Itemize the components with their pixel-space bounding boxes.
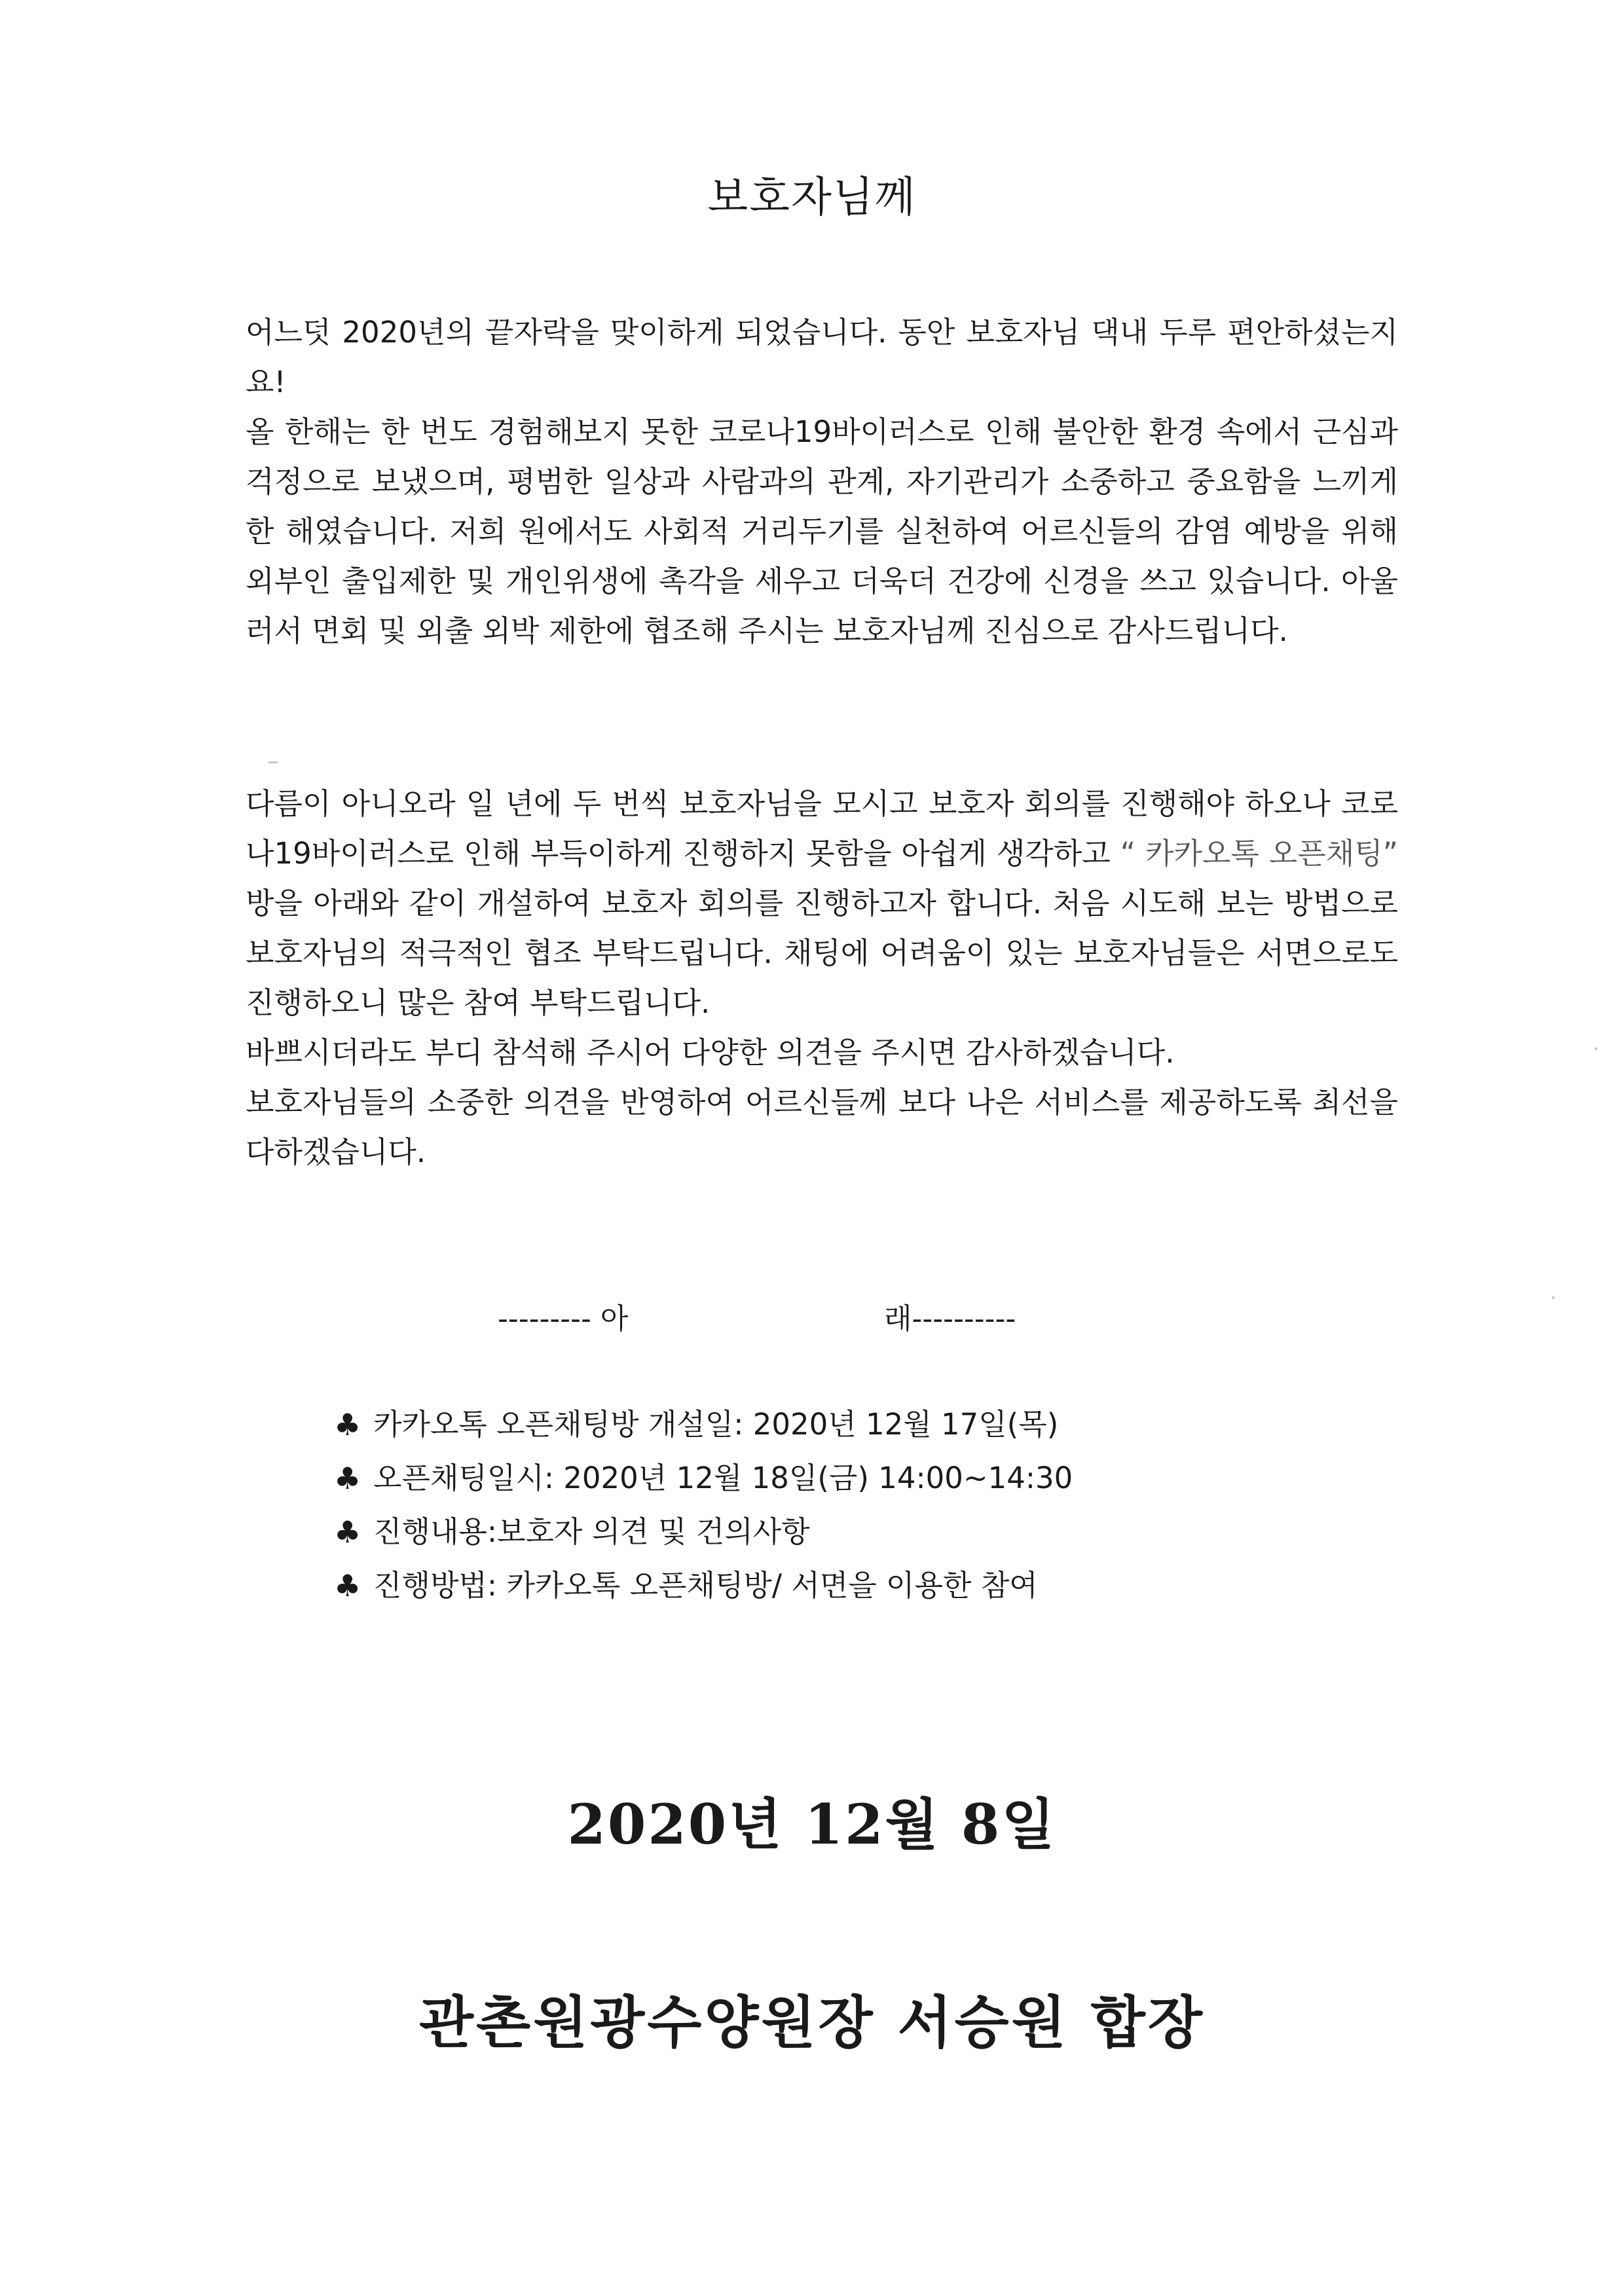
scan-speck [268, 761, 278, 763]
scan-speck [1595, 1048, 1597, 1050]
club-icon: ♣ [334, 1461, 361, 1496]
list-item-text: 오픈채팅일시: 2020년 12월 18일(금) 14:00~14:30 [373, 1461, 1073, 1495]
club-icon: ♣ [334, 1514, 361, 1550]
list-item [334, 1505, 1447, 1559]
meeting-notice-after: 방을 아래와 같이 개설하여 보호자 회의를 진행하고자 합니다. 처음 시도해 보는 방법으로 보호자님의 적극적인 협조 부탁드립니다. 채팅에 어려움이 있는 보호자님들은 서면으로도 진행하오니 많은 참여 부탁드립니다. [246, 886, 1398, 1020]
letter-title: 보호자님께 [707, 173, 917, 222]
letter-date: 2020년 12월 8일 [567, 1792, 1057, 1857]
list-item [334, 1559, 1447, 1613]
meeting-notice-text [246, 779, 1398, 1028]
details-list [334, 1398, 1447, 1613]
kakao-openchat-quote: “ 카카오톡 오픈채팅” [1120, 836, 1398, 871]
signature-line: 관촌원광수양원장 서승원 합장 [419, 1990, 1205, 2056]
paragraph-greeting [246, 308, 1398, 656]
separator-left: --------- 아 [498, 1302, 629, 1336]
meeting-notice-before: 다름이 아니오라 일 년에 두 번씩 보호자님을 모시고 보호자 회의를 진행해야 하오나 코로나19바이러스로 인해 부득이하게 진행하지 못함을 아쉽게 생각하고 [246, 786, 1398, 871]
closing-promise: 보호자님들의 소중한 의견을 반영하여 어르신들께 보다 나은 서비스를 제공하도록 최선을 다하겠습니다. [246, 1085, 1398, 1169]
list-item [334, 1398, 1447, 1451]
paragraph-meeting-notice [246, 779, 1398, 1177]
list-item-text: 카카오톡 오픈채팅방 개설일: 2020년 12월 17일(목) [373, 1407, 1059, 1442]
scan-speck [1552, 1296, 1555, 1299]
list-item-text: 진행내용:보호자 의견 및 건의사항 [373, 1514, 810, 1549]
club-icon: ♣ [334, 1407, 361, 1442]
separator-right: 래---------- [884, 1302, 1016, 1336]
participation-request: 바쁘시더라도 부디 참석해 주시어 다양한 의견을 주시면 감사하겠습니다. [246, 1035, 1175, 1070]
club-icon: ♣ [334, 1568, 361, 1603]
list-item [334, 1451, 1447, 1505]
covid-situation-text: 올 한해는 한 번도 경험해보지 못한 코로나19바이러스로 인해 불안한 환경 속에서 근심과 걱정으로 보냈으며, 평범한 일상과 사람과의 관계, 자기관리가 소중하고 중요함을 느끼게 한 해였습니다. 저희 원에서도 사회적 거리두기를 실천하여 어르신들의 감염 예방을 위해 외부인 출입제한 및 개인위생에 촉각을 세우고 더욱더 건강에 신경을 쓰고 있습니다. 아울러서 면회 및 외출 외박 제한에 협조해 주시는 보호자님께 진심으로 감사드립니다. [246, 414, 1398, 648]
list-item-text: 진행방법: 카카오톡 오픈채팅방/ 서면을 이용한 참여 [373, 1568, 1038, 1603]
greeting-line: 어느덧 2020년의 끝자락을 맞이하게 되었습니다. 동안 보호자님 댁내 두루 편안하셨는지요! [246, 315, 1398, 399]
